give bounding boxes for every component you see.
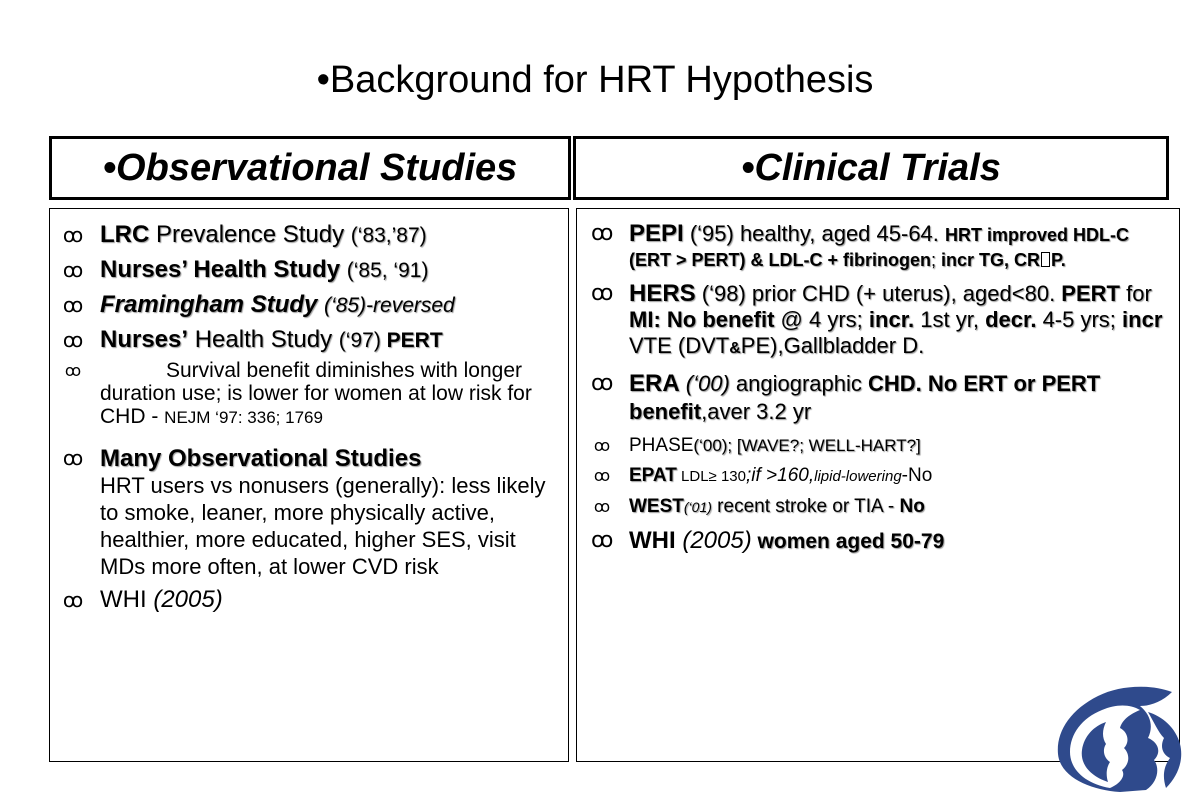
slide-title: •Background for HRT Hypothesis [316,59,874,101]
trial-text: for [1119,281,1152,306]
trial-result: P. [1051,250,1066,270]
trial-name: WEST [629,496,684,517]
list-item [62,256,562,285]
list-item [62,586,562,614]
trial-text: ;if >160, [745,465,815,486]
list-item [591,370,1176,426]
study-name: Nurses’ Health Study [100,256,347,283]
survival-benefit-text: Survival benefit diminishes with longer duration use; is lower for women at low risk for CHD - [100,359,532,428]
trial-name: PEPI [629,220,684,247]
trial-name: PHASE [629,435,694,456]
list-item [591,221,1176,273]
hrt-users-description: HRT users vs nonusers (generally): less likely to smoke, leaner, more physically active, healthier, more educated, higher SES, visit MDs more often, at lower CVD risk [100,473,546,579]
trial-text: 4-5 yrs; [1036,307,1123,332]
trial-text: (‘00); [WAVE?; WELL-HART?] [693,436,921,455]
trial-text: @ 4 yrs; [774,307,869,332]
observational-studies-header-label: •Observational Studies [102,146,518,189]
trial-result: HRT improved HDL-C (ERT > PERT) & LDL-C + fibrinogen [629,225,1130,270]
trial-name: HERS [629,280,696,307]
bullet-icon: ꝏ [62,258,84,282]
trial-text: ,aver 3.2 yr [701,399,812,424]
observational-studies-header [49,136,571,200]
trial-text: ; [931,250,942,270]
study-text: Prevalence Study [149,221,351,248]
observational-studies-list [62,221,562,614]
observational-studies-panel [49,208,569,762]
unrendered-glyph-icon [1041,252,1050,267]
bullet-icon: ꝏ [62,293,84,317]
trial-result: No [899,496,925,517]
list-item [62,221,562,250]
study-text: Health Study [188,326,339,353]
bullet-icon: ꝏ [62,223,84,247]
whi-year: (2005) [153,586,223,613]
clinical-trials-list [591,221,1176,556]
trial-text: PE),Gallbladder D. [740,333,925,358]
trial-result: CHD. No ERT or PERT benefit [629,371,1101,424]
study-years: (‘97) [338,329,387,352]
bullet-icon: ꝏ [591,528,614,553]
trial-text: women aged 50-79 [751,530,945,553]
trial-text: recent stroke or TIA - [711,496,900,517]
trial-text: angiographic [729,371,869,396]
study-years: (‘85)-reversed [324,294,455,317]
trial-name: EPAT [629,465,677,486]
list-item [591,495,1176,519]
trial-name: WHI [629,527,676,554]
whi-name: WHI [100,586,154,613]
trial-result: MI: No benefit [629,307,775,332]
many-observational-studies: Many Observational Studies [100,445,422,472]
list-item [591,527,1176,556]
list-item [62,445,562,580]
trial-years: (2005) [675,527,752,554]
study-years: (‘83,’87) [350,224,427,247]
trial-years: (‘01) [683,499,712,515]
list-item [62,359,562,429]
trial-text: VTE (DVT [629,333,730,358]
bullet-icon: ꝏ [64,361,82,380]
list-item [591,281,1176,362]
clinical-trials-header-label: •Clinical Trials [741,146,1001,189]
bullet-icon: ꝏ [591,281,614,306]
trial-text: 1st yr, [914,307,986,332]
bullet-icon: ꝏ [593,497,611,516]
list-item [62,326,562,355]
trial-text: (‘95) healthy, aged 45-64. [683,221,946,246]
list-item [591,434,1176,458]
study-name: LRC [100,221,150,248]
bullet-icon: ꝏ [591,371,614,396]
clinical-trials-header [573,136,1169,200]
trial-text: lipid-lowering [814,468,902,485]
trial-result: -No [901,465,933,486]
trial-name: ERA [629,370,680,397]
study-name: Framingham Study [100,291,325,318]
list-item [62,291,562,320]
trial-text: decr. [985,307,1037,332]
trial-text: LDL≥ 130 [676,468,746,485]
list-item [591,464,1176,489]
trial-text: (‘98) prior CHD (+ uterus), aged<80. [695,281,1062,306]
bullet-icon: ꝏ [62,588,84,612]
bullet-icon: ꝏ [62,328,84,352]
trial-text: incr. [868,307,915,332]
trial-years: (‘00) [679,371,730,396]
bullet-icon: ꝏ [591,221,614,246]
trial-result: incr TG, CR [941,250,1041,270]
study-regimen: PERT [386,329,443,352]
study-name: Nurses’ [100,326,189,353]
trial-text: & [729,340,741,357]
nejm-citation: NEJM ‘97: 336; 1769 [164,408,323,427]
bullet-icon: ꝏ [593,436,611,455]
bullet-icon: ꝏ [62,446,84,470]
bullet-icon: ꝏ [593,466,611,485]
trial-text: PERT [1061,281,1120,306]
profile-faces-logo-icon [1050,672,1190,796]
study-years: (‘85, ‘91) [346,259,429,282]
trial-text: incr [1122,307,1163,332]
